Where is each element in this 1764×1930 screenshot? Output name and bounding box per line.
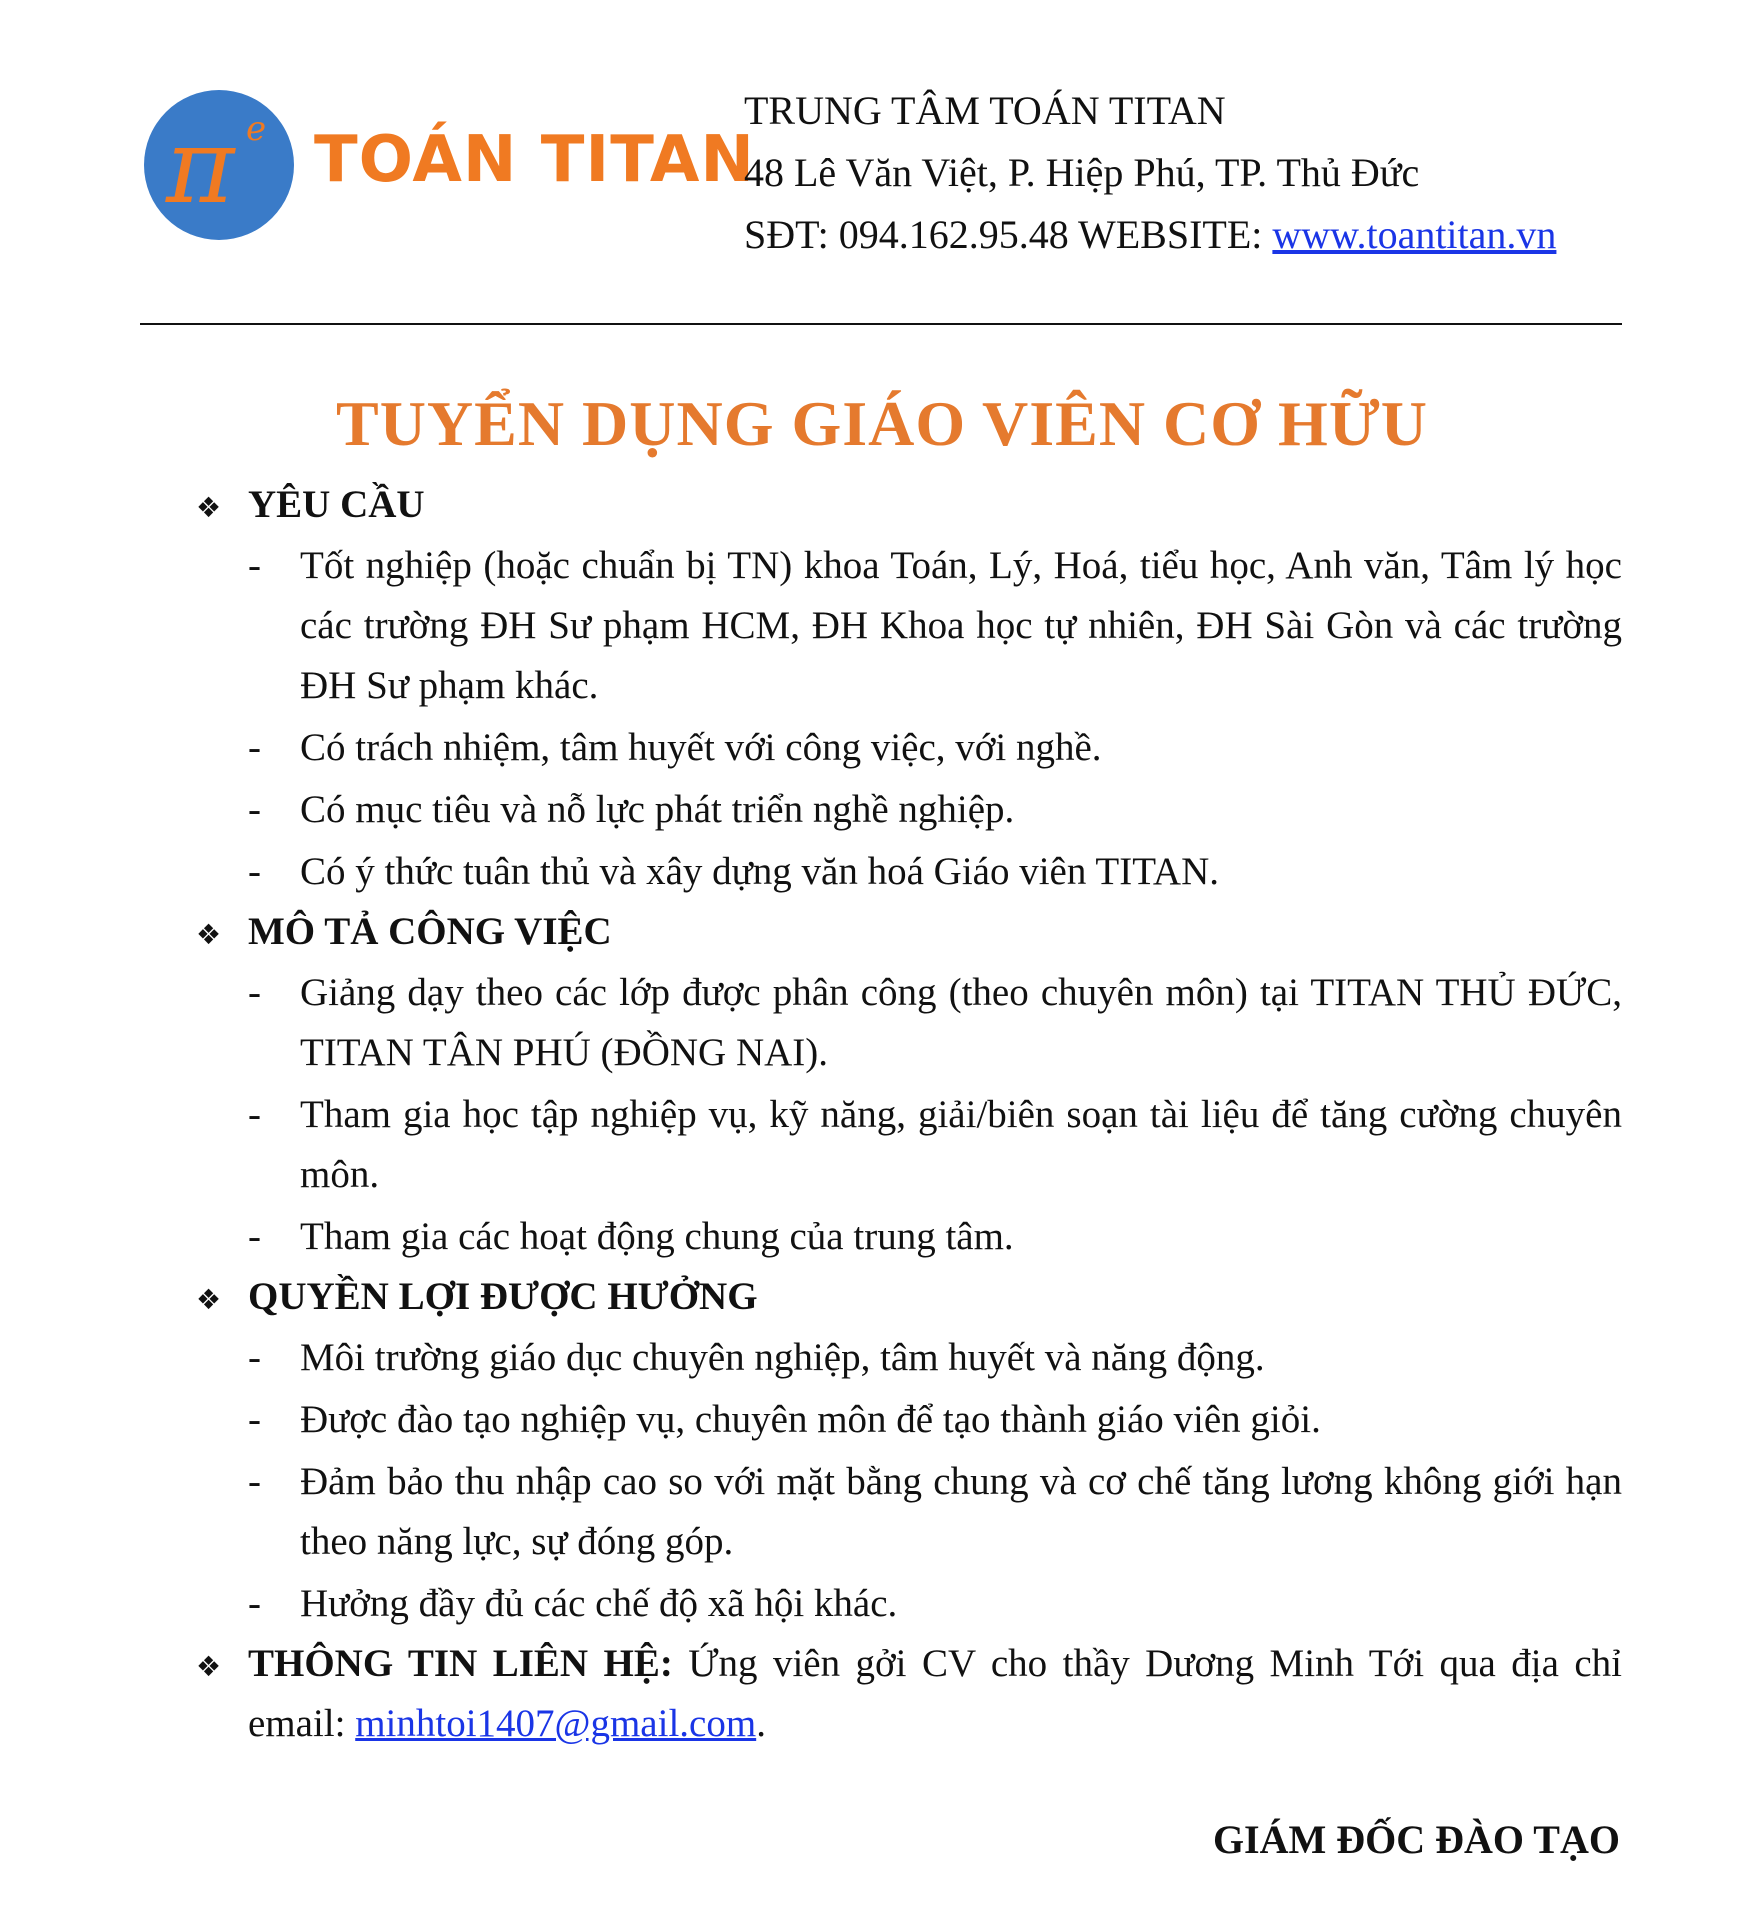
dash-bullet: - bbox=[248, 1215, 261, 1258]
contact-end: . bbox=[756, 1702, 766, 1745]
dash-bullet: - bbox=[248, 544, 261, 587]
pi-icon bbox=[144, 90, 294, 240]
section-benefits-heading: ❖ QUYỀN LỢI ĐƯỢC HƯỞNG bbox=[196, 1267, 1622, 1328]
list-item: - Hưởng đầy đủ các chế độ xã hội khác. bbox=[196, 1574, 1622, 1634]
diamond-bullet-icon: ❖ bbox=[196, 1650, 222, 1683]
center-info bbox=[744, 80, 1556, 266]
header-divider bbox=[140, 323, 1622, 325]
diamond-bullet-icon: ❖ bbox=[196, 1283, 222, 1316]
dash-bullet: - bbox=[248, 1582, 261, 1625]
list-item: - Có trách nhiệm, tâm huyết với công việc, với nghề. bbox=[196, 718, 1622, 778]
list-item: - Đảm bảo thu nhập cao so với mặt bằng chung và cơ chế tăng lương không giới hạn theo năng lực, sự đóng góp. bbox=[196, 1452, 1622, 1572]
contact-heading: THÔNG TIN LIÊN HỆ: bbox=[248, 1642, 673, 1685]
list-item: - Môi trường giáo dục chuyên nghiệp, tâm huyết và năng động. bbox=[196, 1328, 1622, 1388]
logo-text: TOÁN TITAN bbox=[314, 123, 755, 197]
list-item: - Tham gia các hoạt động chung của trung tâm. bbox=[196, 1207, 1622, 1267]
page-title: TUYỂN DỤNG GIÁO VIÊN CƠ HỮU bbox=[336, 388, 1428, 459]
logo-symbol: π bbox=[166, 105, 235, 227]
section-job-description-heading: ❖ MÔ TẢ CÔNG VIỆC bbox=[196, 902, 1622, 963]
dash-bullet: - bbox=[248, 726, 261, 769]
diamond-bullet-icon: ❖ bbox=[196, 918, 222, 951]
list-item: - Tham gia học tập nghiệp vụ, kỹ năng, giải/biên soạn tài liệu để tăng cường chuyên môn. bbox=[196, 1085, 1622, 1205]
center-name: TRUNG TÂM TOÁN TITAN bbox=[744, 88, 1226, 133]
logo-emblem bbox=[144, 90, 294, 240]
list-item: - Được đào tạo nghiệp vụ, chuyên môn để tạo thành giáo viên giỏi. bbox=[196, 1390, 1622, 1450]
logo-superscript: e bbox=[246, 109, 267, 149]
list-item: - Giảng dạy theo các lớp được phân công (theo chuyên môn) tại TITAN THỦ ĐỨC, TITAN TÂN PHÚ (ĐỒNG NAI). bbox=[196, 963, 1622, 1083]
contact-text bbox=[248, 1634, 1622, 1754]
phone-website-label: SĐT: 094.162.95.48 WEBSITE: bbox=[744, 212, 1273, 257]
diamond-bullet-icon: ❖ bbox=[196, 491, 222, 524]
section-contact bbox=[196, 1634, 1622, 1754]
website-link[interactable]: www.toantitan.vn bbox=[1272, 212, 1557, 257]
dash-bullet: - bbox=[248, 1460, 261, 1503]
list-item: - Có ý thức tuân thủ và xây dựng văn hoá Giáo viên TITAN. bbox=[196, 842, 1622, 902]
section-requirements-heading: ❖ YÊU CẦU bbox=[196, 475, 1622, 536]
dash-bullet: - bbox=[248, 1093, 261, 1136]
dash-bullet: - bbox=[248, 850, 261, 893]
dash-bullet: - bbox=[248, 1398, 261, 1441]
list-item: - Có mục tiêu và nỗ lực phát triển nghề nghiệp. bbox=[196, 780, 1622, 840]
dash-bullet: - bbox=[248, 788, 261, 831]
email-link[interactable]: minhtoi1407@gmail.com bbox=[355, 1702, 757, 1745]
list-item: - Tốt nghiệp (hoặc chuẩn bị TN) khoa Toán, Lý, Hoá, tiểu học, Anh văn, Tâm lý học các trường ĐH Sư phạm HCM, ĐH Khoa học tự nhiên, ĐH Sài Gòn và các trường ĐH Sư phạm khác. bbox=[196, 536, 1622, 716]
dash-bullet: - bbox=[248, 971, 261, 1014]
signature-title: GIÁM ĐỐC ĐÀO TẠO bbox=[1212, 1817, 1620, 1862]
center-address: 48 Lê Văn Việt, P. Hiệp Phú, TP. Thủ Đức bbox=[744, 150, 1420, 195]
contact-description: Ứng viên gởi CV cho thầy Dương Minh Tới qua địa chỉ email: bbox=[248, 1642, 1622, 1745]
document-body bbox=[196, 475, 1622, 1754]
dash-bullet: - bbox=[248, 1336, 261, 1379]
contact-line bbox=[744, 204, 1556, 266]
